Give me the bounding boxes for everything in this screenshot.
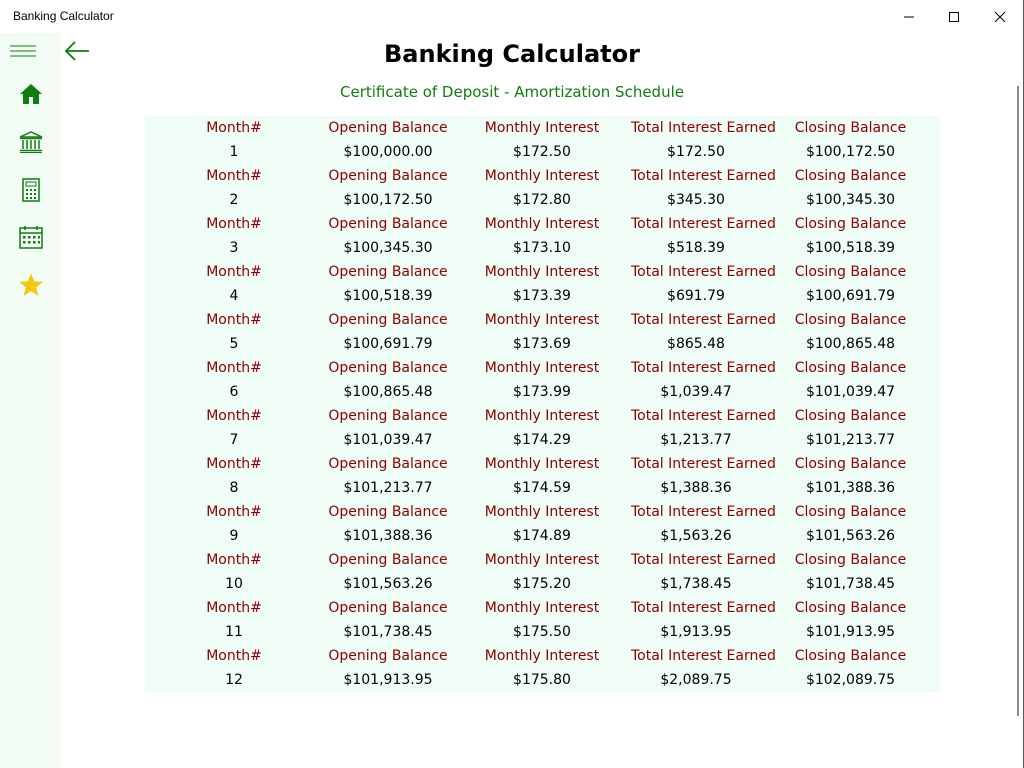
cell-closing-balance: $100,865.48 xyxy=(805,336,896,352)
cell-opening-balance: $100,865.48 xyxy=(343,384,433,400)
header-opening-balance: Opening Balance xyxy=(328,216,448,232)
cell-opening-balance: $101,913.95 xyxy=(343,672,433,688)
header-total-interest-earned: Total Interest Earned xyxy=(631,120,776,136)
home-icon xyxy=(19,82,43,106)
cell-opening-balance: $101,388.36 xyxy=(343,528,433,544)
header-closing-balance: Closing Balance xyxy=(794,408,907,424)
cell-monthly-interest: $174.89 xyxy=(513,528,571,544)
page-subtitle: Certificate of Deposit - Amortization Schedule xyxy=(340,83,684,101)
cell-opening-balance: $101,213.77 xyxy=(343,480,433,496)
header-closing-balance: Closing Balance xyxy=(794,552,907,568)
cell-total-interest-earned: $518.39 xyxy=(667,240,725,256)
cell-monthly-interest: $172.50 xyxy=(513,144,571,160)
table-row xyxy=(145,236,940,260)
cell-monthly-interest: $175.80 xyxy=(513,672,571,688)
sidebar-item-home[interactable] xyxy=(0,70,61,118)
header-month: Month# xyxy=(206,552,262,568)
cell-closing-balance: $100,518.39 xyxy=(805,240,896,256)
cell-opening-balance: $100,000.00 xyxy=(343,144,433,160)
header-monthly-interest: Monthly Interest xyxy=(484,168,600,184)
cell-total-interest-earned: $345.30 xyxy=(667,192,725,208)
header-closing-balance: Closing Balance xyxy=(794,360,907,376)
header-month: Month# xyxy=(206,264,262,280)
header-month: Month# xyxy=(206,216,262,232)
cell-month: 3 xyxy=(229,240,239,256)
maximize-icon xyxy=(948,11,960,23)
header-monthly-interest: Monthly Interest xyxy=(484,216,600,232)
cell-opening-balance: $101,738.45 xyxy=(343,624,433,640)
header-monthly-interest: Monthly Interest xyxy=(484,312,600,328)
cell-monthly-interest: $173.39 xyxy=(513,288,571,304)
header-opening-balance: Opening Balance xyxy=(328,120,448,136)
table-row xyxy=(145,284,940,308)
cell-opening-balance: $101,039.47 xyxy=(343,432,433,448)
cell-opening-balance: $100,691.79 xyxy=(343,336,433,352)
header-total-interest-earned: Total Interest Earned xyxy=(631,360,776,376)
cell-total-interest-earned: $1,388.36 xyxy=(660,480,732,496)
header-closing-balance: Closing Balance xyxy=(794,648,907,664)
star-icon xyxy=(18,272,44,298)
header-total-interest-earned: Total Interest Earned xyxy=(631,504,776,520)
cell-closing-balance: $101,563.26 xyxy=(805,528,896,544)
header-total-interest-earned: Total Interest Earned xyxy=(631,600,776,616)
header-total-interest-earned: Total Interest Earned xyxy=(631,216,776,232)
cell-total-interest-earned: $1,039.47 xyxy=(660,384,732,400)
page-title: Banking Calculator xyxy=(384,40,640,68)
cell-opening-balance: $100,172.50 xyxy=(343,192,433,208)
cell-closing-balance: $101,738.45 xyxy=(805,576,896,592)
header-opening-balance: Opening Balance xyxy=(328,408,448,424)
cell-month: 11 xyxy=(225,624,243,640)
window-title: Banking Calculator xyxy=(13,9,114,23)
cell-month: 10 xyxy=(225,576,243,592)
table-row xyxy=(145,332,940,356)
header-month: Month# xyxy=(206,456,262,472)
table-row xyxy=(145,380,940,404)
vertical-scrollbar[interactable] xyxy=(1017,86,1019,716)
header-closing-balance: Closing Balance xyxy=(794,264,907,280)
cell-monthly-interest: $173.10 xyxy=(513,240,571,256)
cell-month: 5 xyxy=(229,336,239,352)
cell-monthly-interest: $174.59 xyxy=(513,480,571,496)
cell-total-interest-earned: $865.48 xyxy=(667,336,725,352)
header-month: Month# xyxy=(206,408,262,424)
table-row xyxy=(145,188,940,212)
header-monthly-interest: Monthly Interest xyxy=(484,456,600,472)
cell-total-interest-earned: $1,563.26 xyxy=(660,528,732,544)
header-opening-balance: Opening Balance xyxy=(328,600,448,616)
table-header-row xyxy=(145,596,940,620)
table-header-row xyxy=(145,452,940,476)
header-monthly-interest: Monthly Interest xyxy=(484,552,600,568)
close-icon xyxy=(994,11,1006,23)
cell-monthly-interest: $173.99 xyxy=(513,384,571,400)
table-row xyxy=(145,668,940,692)
cell-monthly-interest: $174.29 xyxy=(513,432,571,448)
header-total-interest-earned: Total Interest Earned xyxy=(631,264,776,280)
amortization-table xyxy=(145,116,940,692)
table-row xyxy=(145,524,940,548)
table-row xyxy=(145,572,940,596)
maximize-button[interactable] xyxy=(931,0,977,33)
header-monthly-interest: Monthly Interest xyxy=(484,360,600,376)
sidebar-item-calculator[interactable] xyxy=(0,166,61,214)
sidebar-item-favorites[interactable] xyxy=(0,261,61,309)
cell-month: 9 xyxy=(229,528,239,544)
cell-closing-balance: $100,691.79 xyxy=(805,288,896,304)
header-closing-balance: Closing Balance xyxy=(794,312,907,328)
header-opening-balance: Opening Balance xyxy=(328,504,448,520)
sidebar-item-bank[interactable] xyxy=(0,118,61,166)
cell-month: 8 xyxy=(229,480,239,496)
header-month: Month# xyxy=(206,120,262,136)
header-month: Month# xyxy=(206,600,262,616)
header-opening-balance: Opening Balance xyxy=(328,312,448,328)
header-monthly-interest: Monthly Interest xyxy=(484,408,600,424)
cell-opening-balance: $100,518.39 xyxy=(343,288,433,304)
cell-month: 6 xyxy=(229,384,239,400)
close-button[interactable] xyxy=(977,0,1023,33)
cell-month: 12 xyxy=(225,672,243,688)
header-month: Month# xyxy=(206,312,262,328)
cell-closing-balance: $101,913.95 xyxy=(805,624,896,640)
sidebar xyxy=(0,33,61,768)
header-total-interest-earned: Total Interest Earned xyxy=(631,456,776,472)
cell-opening-balance: $101,563.26 xyxy=(343,576,433,592)
cell-closing-balance: $101,213.77 xyxy=(805,432,896,448)
header-total-interest-earned: Total Interest Earned xyxy=(631,408,776,424)
cell-total-interest-earned: $172.50 xyxy=(667,144,725,160)
header-month: Month# xyxy=(206,168,262,184)
table-row xyxy=(145,140,940,164)
table-row xyxy=(145,476,940,500)
minimize-icon xyxy=(903,11,915,23)
cell-total-interest-earned: $1,213.77 xyxy=(660,432,732,448)
table-header-row xyxy=(145,548,940,572)
header-closing-balance: Closing Balance xyxy=(794,600,907,616)
table-header-row xyxy=(145,308,940,332)
cell-opening-balance: $100,345.30 xyxy=(343,240,433,256)
header-closing-balance: Closing Balance xyxy=(794,120,907,136)
hamburger-menu-button[interactable] xyxy=(0,33,46,69)
table-header-row xyxy=(145,116,940,140)
table-row xyxy=(145,428,940,452)
cell-total-interest-earned: $691.79 xyxy=(667,288,725,304)
cell-total-interest-earned: $2,089.75 xyxy=(660,672,732,688)
cell-month: 4 xyxy=(229,288,239,304)
minimize-button[interactable] xyxy=(886,0,932,33)
sidebar-item-calendar[interactable] xyxy=(0,213,61,261)
table-header-row xyxy=(145,212,940,236)
header-monthly-interest: Monthly Interest xyxy=(484,120,600,136)
header-month: Month# xyxy=(206,648,262,664)
header-total-interest-earned: Total Interest Earned xyxy=(631,168,776,184)
header-closing-balance: Closing Balance xyxy=(794,168,907,184)
header-closing-balance: Closing Balance xyxy=(794,216,907,232)
header-total-interest-earned: Total Interest Earned xyxy=(631,312,776,328)
table-row xyxy=(145,620,940,644)
header-monthly-interest: Monthly Interest xyxy=(484,648,600,664)
table-header-row xyxy=(145,164,940,188)
cell-total-interest-earned: $1,913.95 xyxy=(660,624,732,640)
cell-monthly-interest: $175.20 xyxy=(513,576,571,592)
cell-monthly-interest: $173.69 xyxy=(513,336,571,352)
header-closing-balance: Closing Balance xyxy=(794,456,907,472)
calculator-icon xyxy=(22,178,40,202)
header-monthly-interest: Monthly Interest xyxy=(484,264,600,280)
cell-closing-balance: $100,172.50 xyxy=(805,144,896,160)
header-opening-balance: Opening Balance xyxy=(328,456,448,472)
table-header-row xyxy=(145,644,940,668)
header-total-interest-earned: Total Interest Earned xyxy=(631,648,776,664)
header-opening-balance: Opening Balance xyxy=(328,168,448,184)
cell-monthly-interest: $175.50 xyxy=(513,624,571,640)
cell-total-interest-earned: $1,738.45 xyxy=(660,576,732,592)
table-header-row xyxy=(145,500,940,524)
table-header-row xyxy=(145,356,940,380)
cell-closing-balance: $101,388.36 xyxy=(805,480,896,496)
cell-month: 7 xyxy=(229,432,239,448)
calendar-icon xyxy=(19,225,43,249)
header-month: Month# xyxy=(206,504,262,520)
hamburger-icon xyxy=(10,44,36,58)
header-monthly-interest: Monthly Interest xyxy=(484,600,600,616)
header-total-interest-earned: Total Interest Earned xyxy=(631,552,776,568)
header-opening-balance: Opening Balance xyxy=(328,264,448,280)
table-header-row xyxy=(145,260,940,284)
cell-month: 2 xyxy=(229,192,239,208)
header-opening-balance: Opening Balance xyxy=(328,648,448,664)
header-opening-balance: Opening Balance xyxy=(328,552,448,568)
header-opening-balance: Opening Balance xyxy=(328,360,448,376)
cell-monthly-interest: $172.80 xyxy=(513,192,571,208)
cell-closing-balance: $100,345.30 xyxy=(805,192,896,208)
cell-closing-balance: $102,089.75 xyxy=(805,672,896,688)
header-closing-balance: Closing Balance xyxy=(794,504,907,520)
header-month: Month# xyxy=(206,360,262,376)
cell-month: 1 xyxy=(229,144,239,160)
bank-icon xyxy=(19,131,43,153)
cell-closing-balance: $101,039.47 xyxy=(805,384,896,400)
table-header-row xyxy=(145,404,940,428)
title-bar xyxy=(0,0,1024,34)
header-monthly-interest: Monthly Interest xyxy=(484,504,600,520)
